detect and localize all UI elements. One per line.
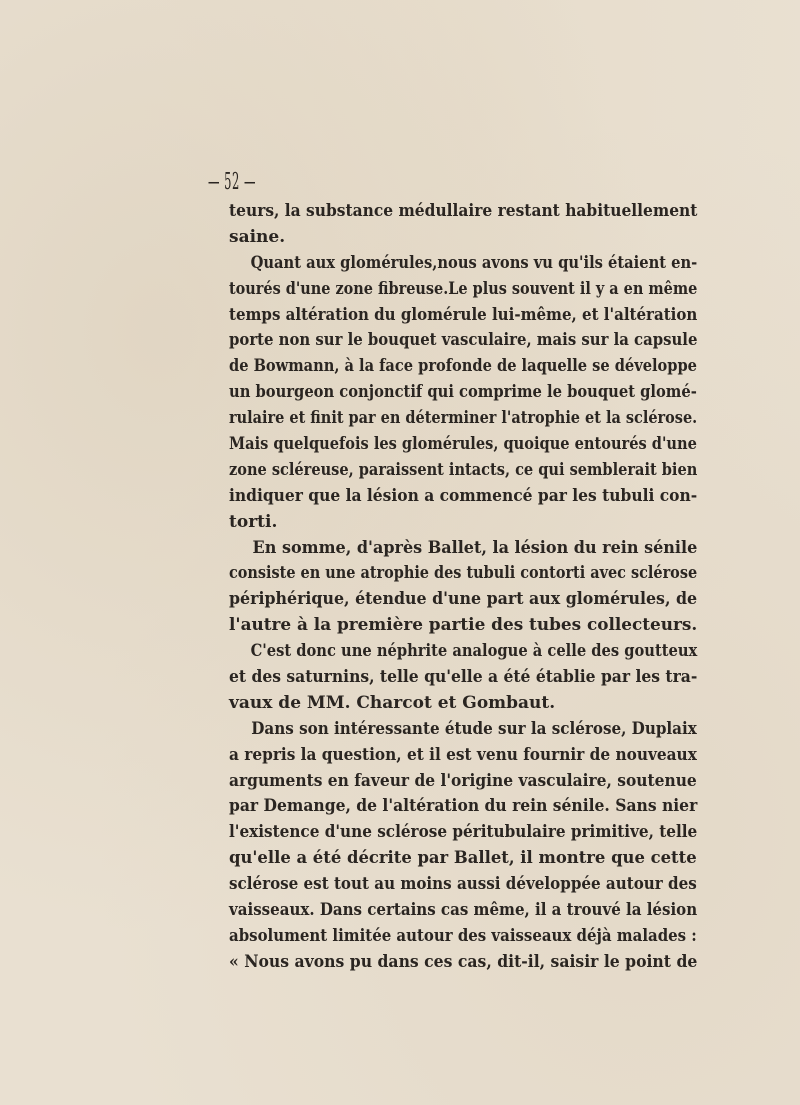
text-line-content: saine. [229,226,286,247]
text-line [229,251,697,277]
text-line-content: sclérose est tout au moins aussi développée autour des [229,874,697,895]
body-text [229,199,697,976]
text-line-content: indiquer que la lésion a commencé par les tubuli con- [229,485,698,506]
text-line [229,199,697,225]
text-line-content: un bourgeon conjonctif qui comprime le bouquet glomé- [229,382,697,403]
text-line-content: et des saturnins, telle qu'elle a été établie par les tra- [229,667,698,688]
text-line [229,303,697,329]
text-line [229,743,697,769]
text-line-content: rulaire et finit par en déterminer l'atrophie et la sclérose. [229,408,698,429]
text-line [229,484,697,510]
text-line [229,225,697,251]
text-line [229,406,697,432]
text-line [229,458,697,484]
text-line [229,665,697,691]
text-line [229,639,697,665]
text-line [229,561,697,587]
text-line-content: torti. [229,511,278,532]
text-line [229,769,697,795]
text-line-content: arguments en faveur de l'origine vasculaire, soutenue [229,770,697,791]
page-number: — 52 — [208,169,256,195]
text-line [229,950,697,976]
text-line [229,691,697,717]
text-line-content: Mais quelquefois les glomérules, quoique entourés d'une [229,434,697,455]
text-line-content: teurs, la substance médullaire restant habituellement [229,201,698,221]
text-line-content: C'est donc une néphrite analogue à celle des goutteux [250,641,698,662]
text-line-content: l'autre à la première partie des tubes collecteurs. [229,615,698,636]
text-line [229,354,697,380]
text-line-content: porte non sur le bouquet vasculaire, mais sur la capsule [229,330,698,351]
text-line-content: vaux de MM. Charcot et Gombaut. [229,692,556,713]
text-line-content: temps altération du glomérule lui-même, et l'altération [229,304,698,325]
text-line [229,277,697,303]
text-line [229,924,697,950]
text-line-content: zone scléreuse, paraissent intacts, ce qui semblerait bien [229,459,698,480]
text-line-content: En somme, d'après Ballet, la lésion du rein sénile [252,537,698,558]
text-line-content: de Bowmann, à la face profonde de laquelle se développe [229,356,697,377]
text-line-content: l'existence d'une sclérose péritubulaire primitive, telle [229,822,698,843]
text-line [229,846,697,872]
text-line [229,717,697,743]
text-line [229,794,697,820]
text-line [229,380,697,406]
text-line-content: vaisseaux. Dans certains cas même, il a trouvé la lésion [229,900,698,921]
text-line-content: par Demange, de l'altération du rein sénile. Sans nier [229,796,698,817]
text-line [229,872,697,898]
text-line [229,536,697,562]
text-line [229,613,697,639]
text-line [229,328,697,354]
text-line-content: « Nous avons pu dans ces cas, dit-il, saisir le point de [229,951,698,972]
text-line-content: Dans son intéressante étude sur la sclérose, Duplaix [251,718,697,739]
text-line-content: qu'elle a été décrite par Ballet, il montre que cette [229,848,697,869]
text-line-content: a repris la question, et il est venu fournir de nouveaux [229,744,697,765]
text-line-content: Quant aux glomérules,nous avons vu qu'ils étaient en- [250,252,698,273]
text-line-content: consiste en une atrophie des tubuli contorti avec sclérose [229,563,698,584]
text-line [229,510,697,536]
text-line [229,898,697,924]
text-line [229,432,697,458]
text-line [229,587,697,613]
text-line-content: absolument limitée autour des vaisseaux déjà malades : [229,925,697,946]
text-line [229,820,697,846]
text-line-content: tourés d'une zone fibreuse.Le plus souvent il y a en même [229,278,698,299]
text-line-content: périphérique, étendue d'une part aux glomérules, de [229,589,698,610]
